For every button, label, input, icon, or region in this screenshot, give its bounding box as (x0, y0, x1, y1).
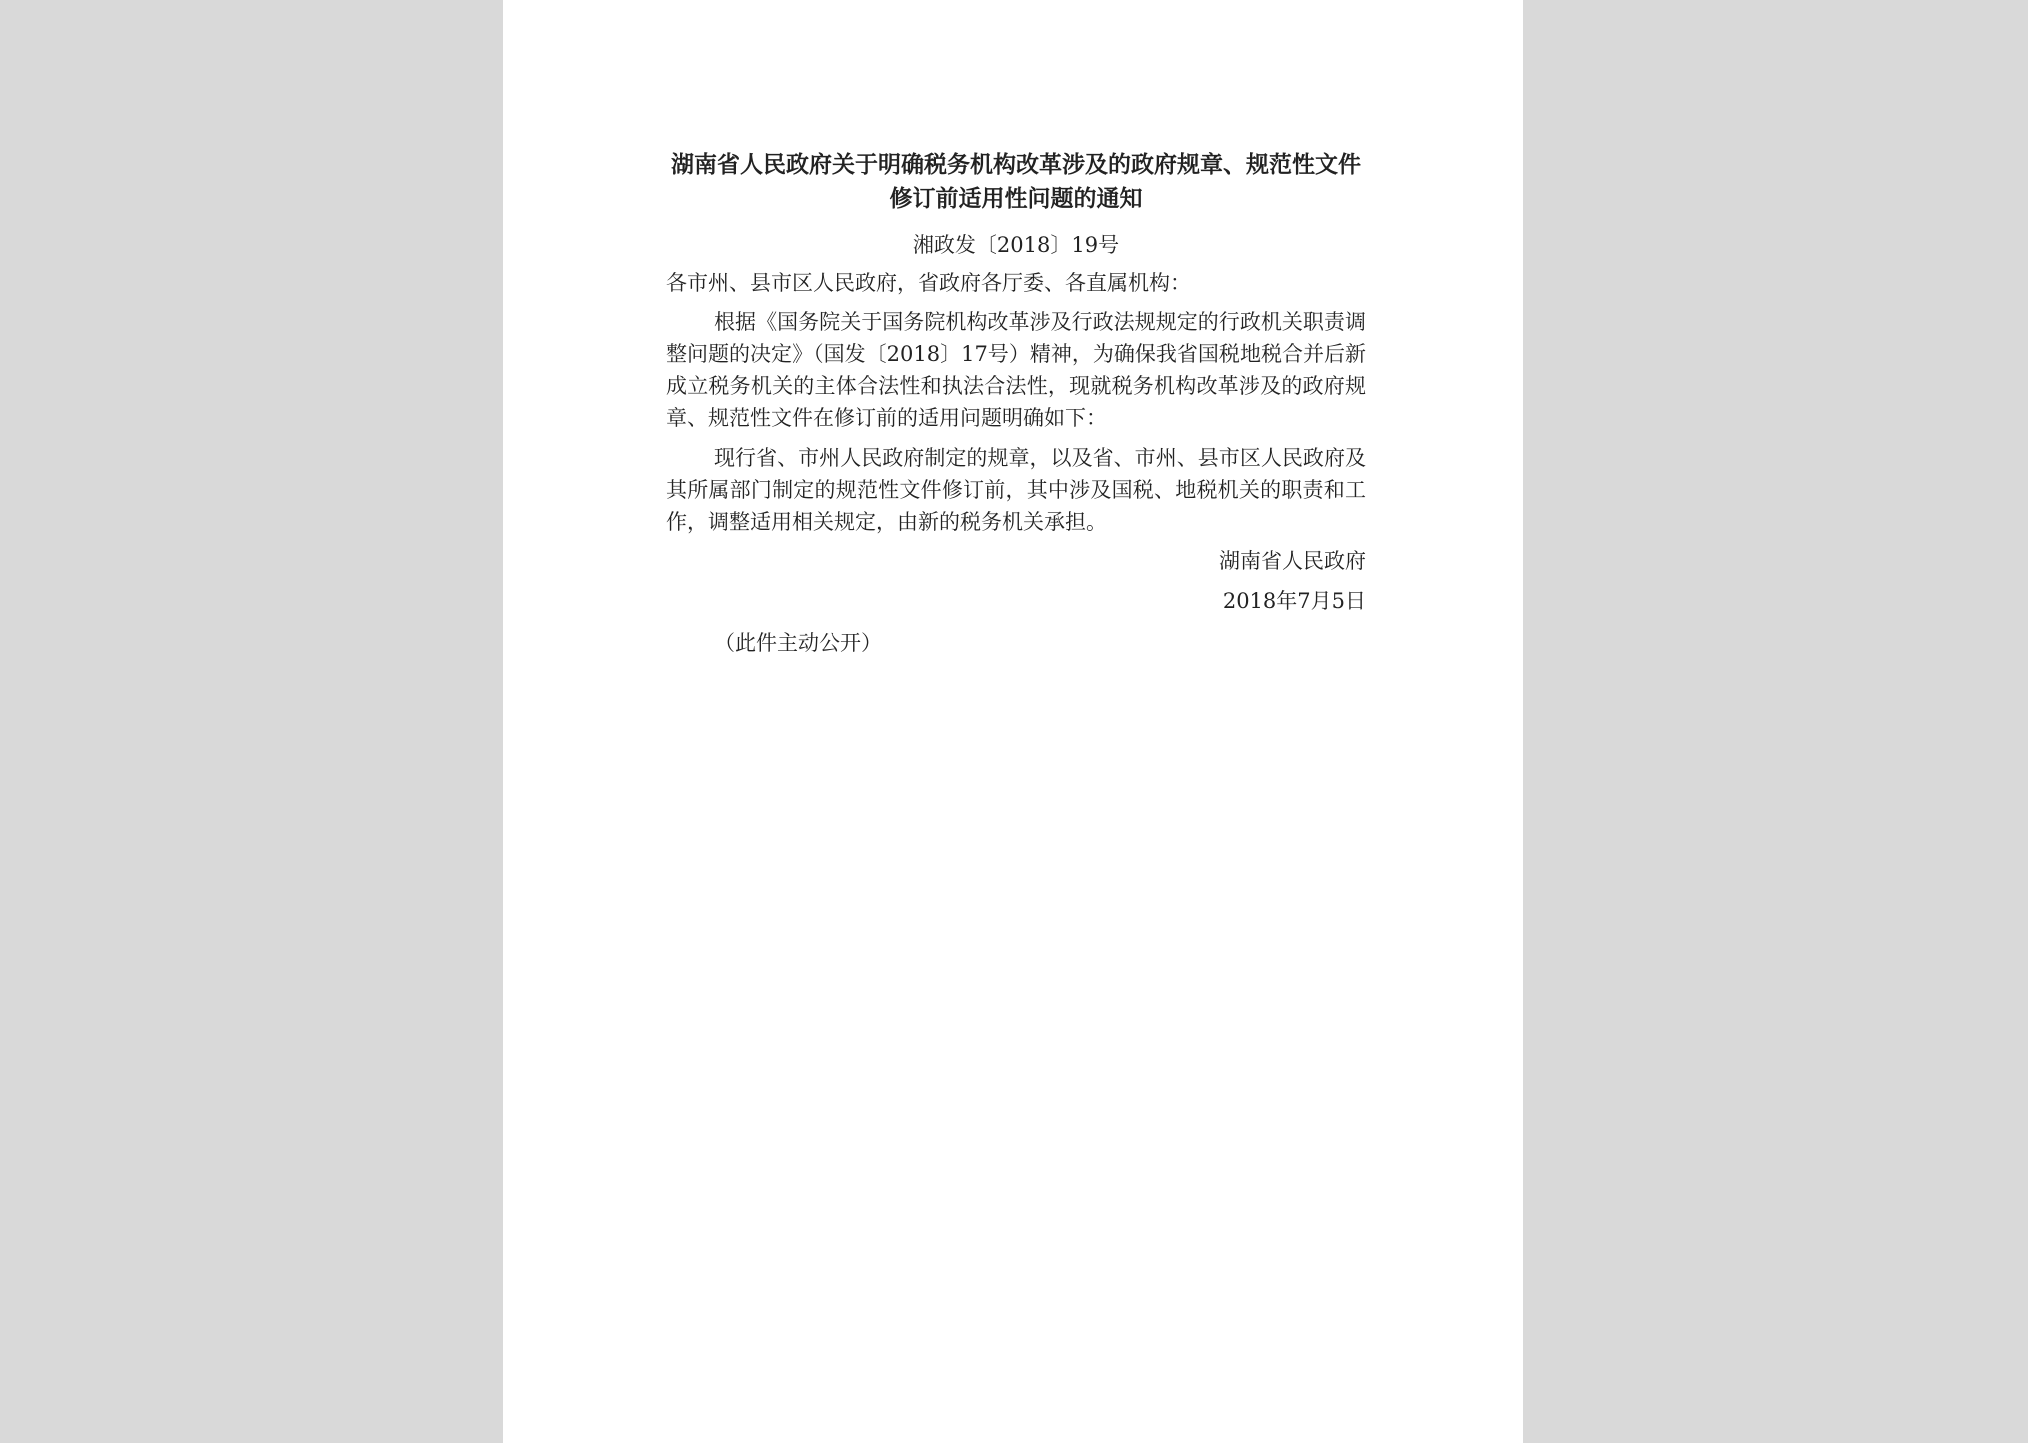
document-content (666, 148, 1366, 658)
document-page (503, 0, 1523, 1443)
issuer-signature: 湖南省人民政府 (1219, 549, 1366, 573)
document-number: 湘政发〔2018〕19号 (912, 233, 1120, 257)
addressee-line: 各市州、县市区人民政府，省政府各厅委、各直属机构： (666, 271, 1191, 295)
disclosure-note: （此件主动公开） (714, 631, 882, 655)
document-title: 湖南省人民政府关于明确税务机构改革涉及的政府规章、规范性文件修订前适用性问题的通知 (671, 151, 1361, 212)
issue-date: 2018年7月5日 (1222, 589, 1366, 613)
body-paragraph: 根据《国务院关于国务院机构改革涉及行政法规规定的行政机关职责调整问题的决定》（国发〔2018〕17号）精神，为确保我省国税地税合并后新成立税务机关的主体合法性和执法合法性，现就税务机构改革涉及的政府规章、规范性文件在修订前的适用问题明确如下： (666, 310, 1366, 430)
body-paragraph: 现行省、市州人民政府制定的规章，以及省、市州、县市区人民政府及其所属部门制定的规范性文件修订前，其中涉及国税、地税机关的职责和工作，调整适用相关规定，由新的税务机关承担。 (666, 446, 1366, 534)
